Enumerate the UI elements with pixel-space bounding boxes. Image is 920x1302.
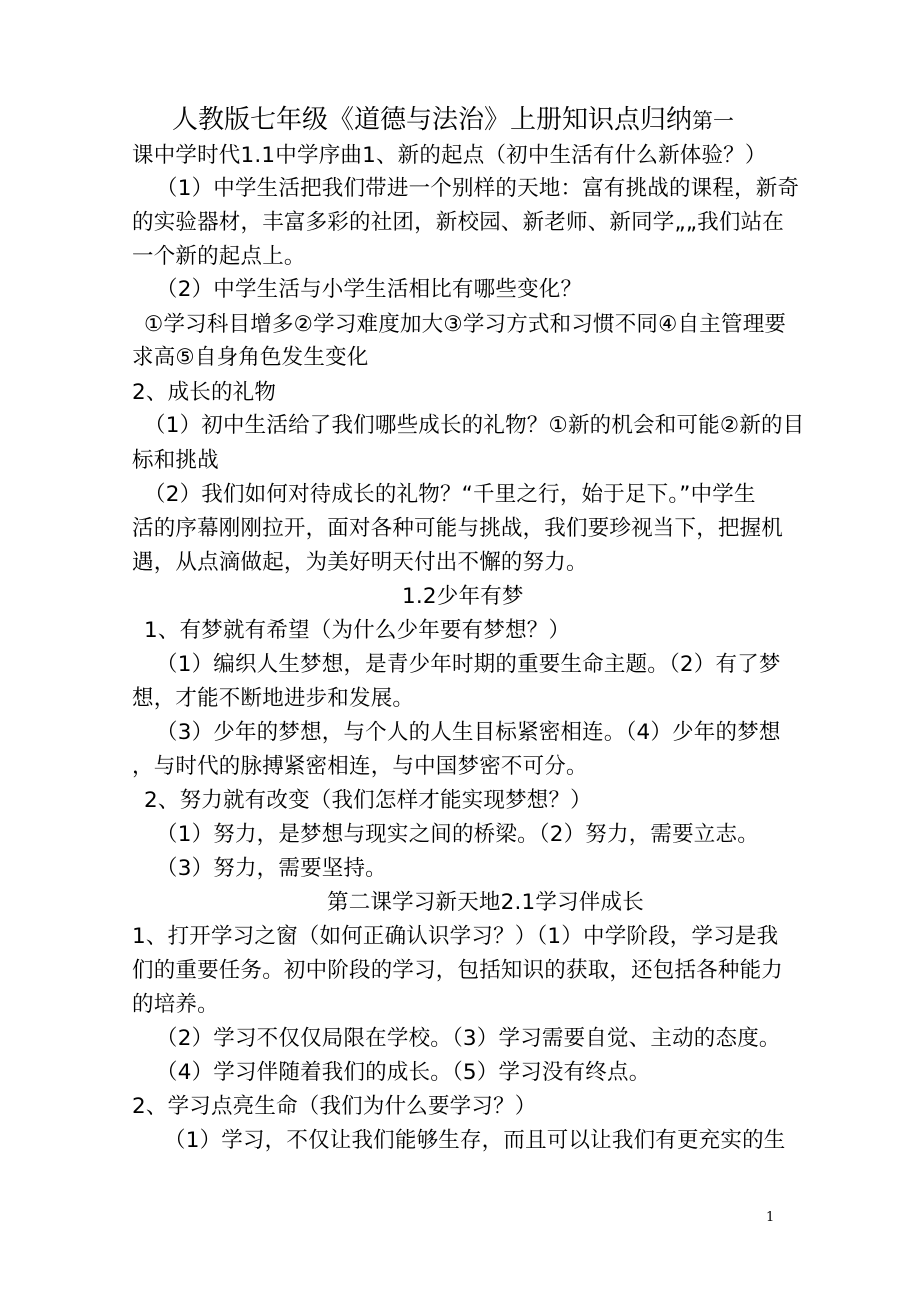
text-line: 活的序幕刚刚拉开，面对各种可能与挑战，我们要珍视当下，把握机 (132, 516, 784, 541)
text-line: （1）中学生活把我们带进一个别样的天地：富有挑战的课程，新奇 (156, 176, 800, 201)
page-number: 1 (766, 1210, 775, 1225)
text-line: 1、有梦就有希望（为什么少年要有梦想？） (144, 618, 571, 643)
text-line: （1）努力，是梦想与现实之间的桥梁。（2）努力，需要立志。 (156, 822, 759, 847)
title-main: 人教版七年级《道德与法治》上册知识点归纳 (172, 105, 693, 135)
text-line: 遇，从点滴做起，为美好明天付出不懈的努力。 (132, 550, 588, 575)
text-line: （3）努力，需要坚持。 (156, 856, 387, 881)
text-line: 课中学时代1.1中学序曲1、新的起点（初中生活有什么新体验？） (132, 143, 767, 168)
text-line: （1）学习，不仅让我们能够生存，而且可以让我们有更充实的生 (164, 1128, 786, 1153)
text-line: 一个新的起点上。 (132, 244, 306, 269)
text-line: 2、学习点亮生命（我们为什么要学习？） (132, 1094, 537, 1119)
text-line: 的实验器材，丰富多彩的社团，新校园、新老师、新同学„„我们站在 (132, 210, 784, 235)
text-line: 1、打开学习之窗（如何正确认识学习？）（1）中学阶段，学习是我 (132, 924, 779, 949)
section-heading: 1.2少年有梦 (402, 584, 524, 609)
text-line: （3）少年的梦想，与个人的人生目标紧密相连。（4）少年的梦想 (156, 720, 781, 745)
text-line: （2）中学生活与小学生活相比有哪些变化？ (156, 277, 583, 302)
text-line: ①学习科目增多②学习难度加大③学习方式和习惯不同④自主管理要 (144, 312, 787, 337)
text-line: 求高⑤自身角色发生变化 (132, 345, 369, 370)
text-line: 标和挑战 (132, 448, 219, 473)
text-line: ，与时代的脉搏紧密相连，与中国梦密不可分。 (132, 754, 588, 779)
text-line: 2、努力就有改变（我们怎样才能实现梦想？） (144, 788, 592, 813)
text-line: （4）学习伴随着我们的成长。（5）学习没有终点。 (156, 1060, 651, 1085)
text-line: 们的重要任务。初中阶段的学习，包括知识的获取，还包括各种能力 (132, 958, 784, 983)
text-line: （2）我们如何对待成长的礼物？“千里之行，始于足下。”中学生 (144, 482, 756, 507)
text-line: （1）编织人生梦想，是青少年时期的重要生命主题。（2）有了梦 (156, 652, 781, 677)
document-title (172, 100, 734, 143)
section-heading: 第二课学习新天地2.1学习伴成长 (327, 890, 644, 915)
text-line: （1）初中生活给了我们哪些成长的礼物？①新的机会和可能②新的目 (144, 413, 805, 438)
text-line: 想，才能不断地进步和发展。 (132, 686, 415, 711)
title-tail: 第一 (692, 109, 735, 133)
text-line: （2）学习不仅仅局限在学校。（3）学习需要自觉、主动的态度。 (156, 1026, 781, 1051)
text-line: 的培养。 (132, 992, 219, 1017)
section-heading: 2、成长的礼物 (132, 380, 277, 405)
